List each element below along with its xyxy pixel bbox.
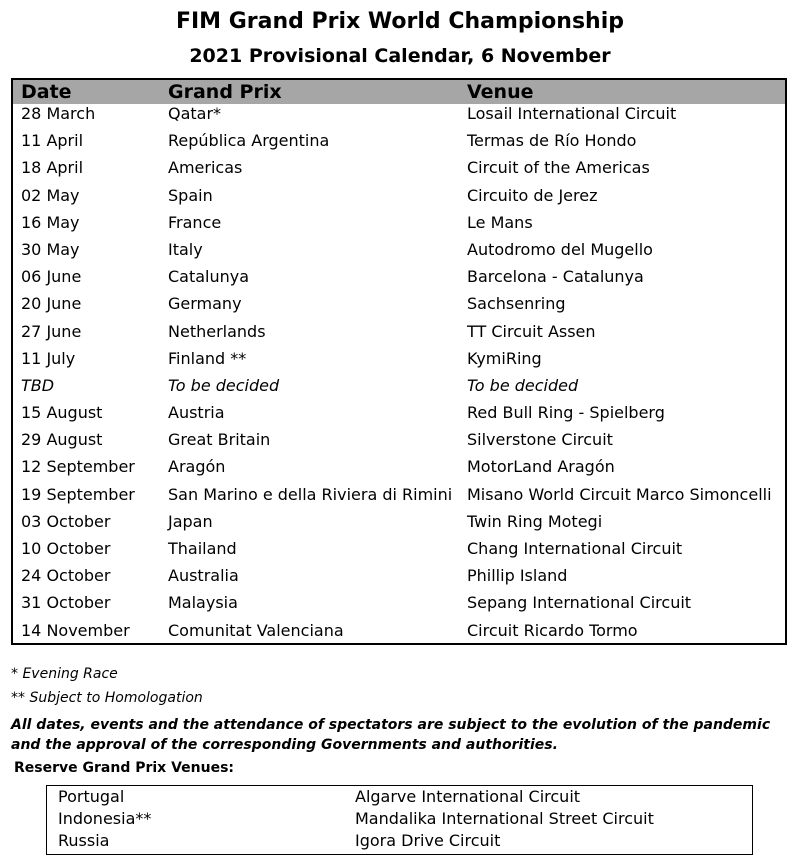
cell-date: 30 May [21, 239, 80, 259]
cell-grand-prix: Catalunya [168, 267, 250, 287]
reserve-venue: Igora Drive Circuit [355, 831, 501, 850]
cell-venue: KymiRing [467, 348, 542, 368]
cell-venue: TT Circuit Assen [467, 321, 596, 341]
cell-venue: Silverstone Circuit [467, 430, 613, 450]
table-row [13, 376, 785, 403]
cell-venue: Sachsenring [467, 294, 566, 314]
cell-grand-prix: Finland ** [168, 348, 247, 368]
cell-grand-prix: Comunitat Valenciana [168, 620, 344, 640]
cell-venue: MotorLand Aragón [467, 457, 615, 477]
cell-venue: Barcelona - Catalunya [467, 267, 644, 287]
cell-date: 16 May [21, 212, 80, 232]
cell-date: 10 October [21, 539, 111, 558]
cell-date: 27 June [21, 321, 82, 341]
cell-grand-prix: Spain [168, 185, 213, 205]
cell-date: 06 June [21, 267, 82, 287]
cell-date: 11 July [21, 348, 76, 368]
cell-date: 14 November [21, 620, 130, 640]
cell-date: 15 August [21, 403, 103, 423]
reserve-row [47, 808, 752, 830]
reserve-country: Russia [58, 831, 110, 850]
reserve-venues-table [46, 785, 753, 855]
table-row [13, 539, 785, 566]
table-row [13, 158, 785, 185]
table-row [13, 349, 785, 376]
cell-grand-prix: Aragón [168, 457, 226, 477]
cell-date: 12 September [21, 457, 135, 477]
table-row [13, 104, 785, 131]
note-homologation: ** Subject to Homologation [11, 690, 203, 706]
table-row [13, 294, 785, 321]
cell-date: 29 August [21, 430, 103, 450]
table-row [13, 621, 785, 648]
cell-grand-prix: Americas [168, 158, 243, 178]
reserve-venue: Mandalika International Street Circuit [355, 809, 654, 828]
cell-date: 24 October [21, 566, 111, 586]
cell-grand-prix: Qatar* [168, 104, 222, 123]
reserve-venues-body [47, 786, 752, 852]
cell-date: 18 April [21, 158, 84, 178]
cell-grand-prix: Netherlands [168, 321, 266, 341]
cell-date: 20 June [21, 294, 82, 314]
table-row [13, 267, 785, 294]
table-row [13, 322, 785, 349]
cell-grand-prix: Australia [168, 566, 239, 586]
pandemic-disclaimer: All dates, events and the attendance of spectators are subject to the evolution of the pandemic and the approval of the corresponding Governments and authorities. [11, 717, 771, 753]
cell-venue: Le Mans [467, 212, 533, 232]
cell-venue: Circuito de Jerez [467, 185, 598, 205]
cell-grand-prix: San Marino e della Riviera di Rimini [168, 484, 453, 504]
reserve-venues-label: Reserve Grand Prix Venues: [14, 760, 235, 776]
cell-venue: Circuit Ricardo Tormo [467, 620, 638, 640]
table-row [13, 485, 785, 512]
cell-grand-prix: Malaysia [168, 593, 238, 613]
reserve-row [47, 830, 752, 852]
column-header-grand-prix: Grand Prix [168, 81, 282, 103]
column-header-venue: Venue [467, 81, 534, 103]
cell-grand-prix: To be decided [168, 375, 280, 395]
column-header-date: Date [21, 81, 72, 103]
cell-venue: Autodromo del Mugello [467, 239, 653, 259]
table-row [13, 213, 785, 240]
cell-grand-prix: Great Britain [168, 430, 271, 450]
document-subtitle: 2021 Provisional Calendar, 6 November [189, 45, 611, 67]
cell-grand-prix: Italy [168, 239, 203, 259]
reserve-country: Portugal [58, 787, 125, 806]
cell-grand-prix: Thailand [168, 539, 237, 558]
note-evening-race: * Evening Race [11, 666, 118, 682]
cell-date: 28 March [21, 104, 96, 123]
calendar-table [11, 78, 787, 645]
reserve-venue: Algarve International Circuit [355, 787, 581, 806]
table-row [13, 240, 785, 267]
cell-venue: Twin Ring Motegi [467, 511, 603, 531]
table-row [13, 131, 785, 158]
cell-date: 19 September [21, 484, 135, 504]
cell-date: 02 May [21, 185, 80, 205]
table-row [13, 403, 785, 430]
cell-grand-prix: Austria [168, 403, 225, 423]
cell-date: TBD [21, 375, 55, 395]
cell-grand-prix: Germany [168, 294, 242, 314]
reserve-country: Indonesia** [58, 809, 152, 828]
cell-grand-prix: República Argentina [168, 131, 330, 151]
cell-date: 11 April [21, 131, 84, 151]
cell-date: 03 October [21, 511, 111, 531]
cell-date: 31 October [21, 593, 111, 613]
cell-grand-prix: France [168, 212, 222, 232]
cell-venue: Sepang International Circuit [467, 593, 692, 613]
document-title: FIM Grand Prix World Championship [175, 9, 625, 34]
cell-venue: Chang International Circuit [467, 539, 683, 558]
table-row [13, 186, 785, 213]
cell-venue: To be decided [467, 375, 579, 395]
cell-venue: Losail International Circuit [467, 104, 677, 123]
cell-venue: Misano World Circuit Marco Simoncelli [467, 484, 772, 504]
cell-venue: Circuit of the Americas [467, 158, 650, 178]
reserve-row [47, 786, 752, 808]
calendar-body [13, 104, 785, 648]
cell-venue: Termas de Río Hondo [467, 131, 637, 151]
cell-grand-prix: Japan [168, 511, 213, 531]
cell-venue: Phillip Island [467, 566, 568, 586]
cell-venue: Red Bull Ring - Spielberg [467, 403, 665, 423]
